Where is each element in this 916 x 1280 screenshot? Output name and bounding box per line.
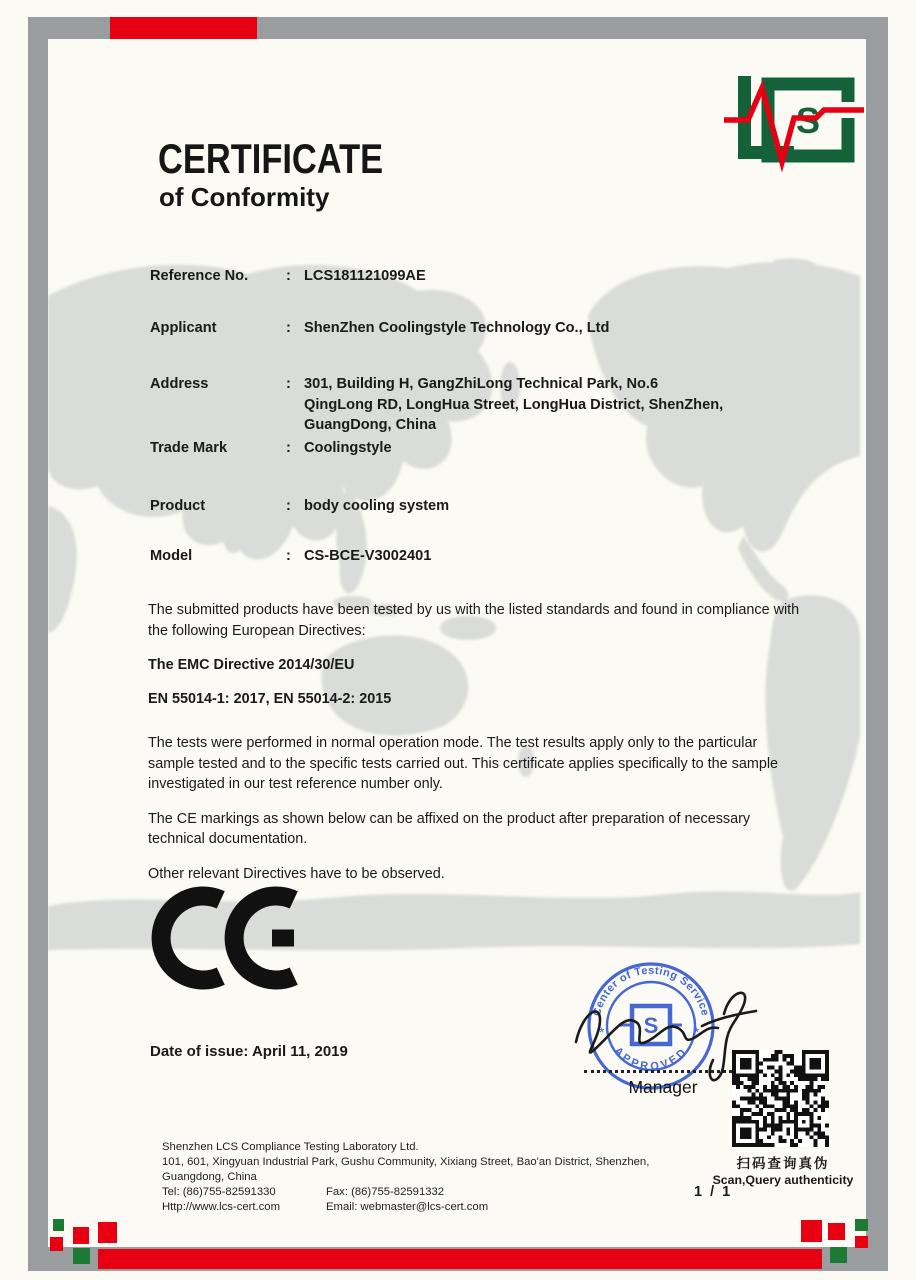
date-of-issue: Date of issue: April 11, 2019 <box>150 1043 348 1060</box>
lcs-logo <box>724 74 864 174</box>
field-value: Coolingstyle <box>304 440 392 456</box>
page-number: 1 / 1 <box>694 1184 733 1200</box>
footer-address-2: Guangdong, China <box>162 1170 257 1183</box>
decor-square-red <box>801 1220 822 1242</box>
other-directives-note: Other relevant Directives have to be observed. <box>148 865 445 882</box>
logo-letter: S <box>795 100 821 141</box>
decor-square-green <box>73 1248 90 1264</box>
stamp-center-letter: S <box>643 1013 659 1038</box>
frame-right <box>866 17 888 1270</box>
field-label: Applicant <box>150 320 217 336</box>
statements-block <box>148 600 800 884</box>
stamp-asterisk-right: * <box>694 1024 700 1040</box>
field-separator: : <box>286 320 291 336</box>
field-value: LCS181121099AE <box>304 268 426 284</box>
field-row-trademark <box>150 438 730 459</box>
field-row-address <box>150 374 730 436</box>
stamp-ring-bottom-text: APPROVED <box>611 1045 691 1073</box>
field-separator: : <box>286 498 291 514</box>
decor-square-red <box>855 1236 868 1248</box>
manager-signature <box>566 980 781 1088</box>
field-row-model <box>150 546 730 567</box>
frame-left <box>28 17 48 1270</box>
field-label: Product <box>150 498 206 514</box>
decor-square-green <box>855 1219 868 1231</box>
bottom-red-bar <box>98 1249 822 1269</box>
field-value: ShenZhen Coolingstyle Technology Co., Ltd <box>304 320 610 336</box>
decor-square-green <box>53 1219 64 1231</box>
footer-fax: Fax: (86)755-82591332 <box>326 1185 445 1198</box>
compliance-statement: The submitted products have been tested by us with the listed standards and found in compliance with the following European Directives: <box>148 602 800 639</box>
stamp-asterisk-left: * <box>599 1024 605 1040</box>
footer-block <box>162 1140 682 1215</box>
decor-square-green <box>830 1247 847 1263</box>
decor-square-red <box>828 1223 845 1240</box>
certificate-title: CERTIFICATE <box>158 135 384 182</box>
certificate-subtitle: of Conformity <box>159 182 330 212</box>
ce-mark <box>148 884 313 994</box>
decor-square-red <box>73 1227 89 1244</box>
decor-square-red <box>50 1237 63 1251</box>
field-separator: : <box>286 268 291 284</box>
ce-letter-c <box>161 896 221 980</box>
field-value: CS-BCE-V3002401 <box>304 548 432 564</box>
standards-line: EN 55014-1: 2017, EN 55014-2: 2015 <box>148 690 392 707</box>
footer-tel: Tel: (86)755-82591330 <box>162 1185 276 1198</box>
map-africa-fragment <box>48 506 77 632</box>
field-value: body cooling system <box>304 498 450 514</box>
qr-caption-en: Scan,Query authenticity <box>712 1173 854 1187</box>
field-separator: : <box>286 548 291 564</box>
footer-address-1: 101, 601, Xingyuan Industrial Park, Gushu Community, Xixiang Street, Bao'an District, Shenzhen, <box>162 1155 650 1168</box>
footer-email: Email: webmaster@lcs-cert.com <box>326 1200 489 1213</box>
field-separator: : <box>286 376 291 392</box>
directive-line: The EMC Directive 2014/30/EU <box>148 657 355 673</box>
qr-caption-zh: 扫码查询真伪 <box>736 1156 830 1171</box>
stamp-ring-top-text: Center of Testing Service <box>590 964 712 1018</box>
ce-note: The CE markings as shown below can be affixed on the product after preparation of necessary technical documentation. <box>148 810 751 847</box>
decor-square-red <box>98 1222 117 1243</box>
signer-title: Manager <box>628 1077 698 1097</box>
field-row-applicant <box>150 318 730 339</box>
field-row-product <box>150 496 730 517</box>
field-label: Reference No. <box>150 268 249 284</box>
tests-note: The tests were performed in normal operation mode. The test results apply only to the particular sample tested and to the specific tests carried out. This certificate applies specifically to the sample investigated in our test reference number only. <box>148 735 779 792</box>
footer-website: Http://www.lcs-cert.com <box>162 1200 281 1213</box>
top-red-accent <box>110 17 257 39</box>
field-label: Trade Mark <box>150 440 228 456</box>
field-label: Address <box>150 376 209 392</box>
footer-company: Shenzhen LCS Compliance Testing Laboratory Ltd. <box>162 1141 419 1153</box>
field-value: 301, Building H, GangZhiLong Technical Park, No.6 QingLong RD, LongHua Street, LongHua District, ShenZhen, GuangDong, China <box>304 376 724 433</box>
field-separator: : <box>286 440 291 456</box>
qr-captions <box>698 1152 868 1187</box>
field-row-reference <box>150 266 730 287</box>
field-label: Model <box>150 548 193 564</box>
